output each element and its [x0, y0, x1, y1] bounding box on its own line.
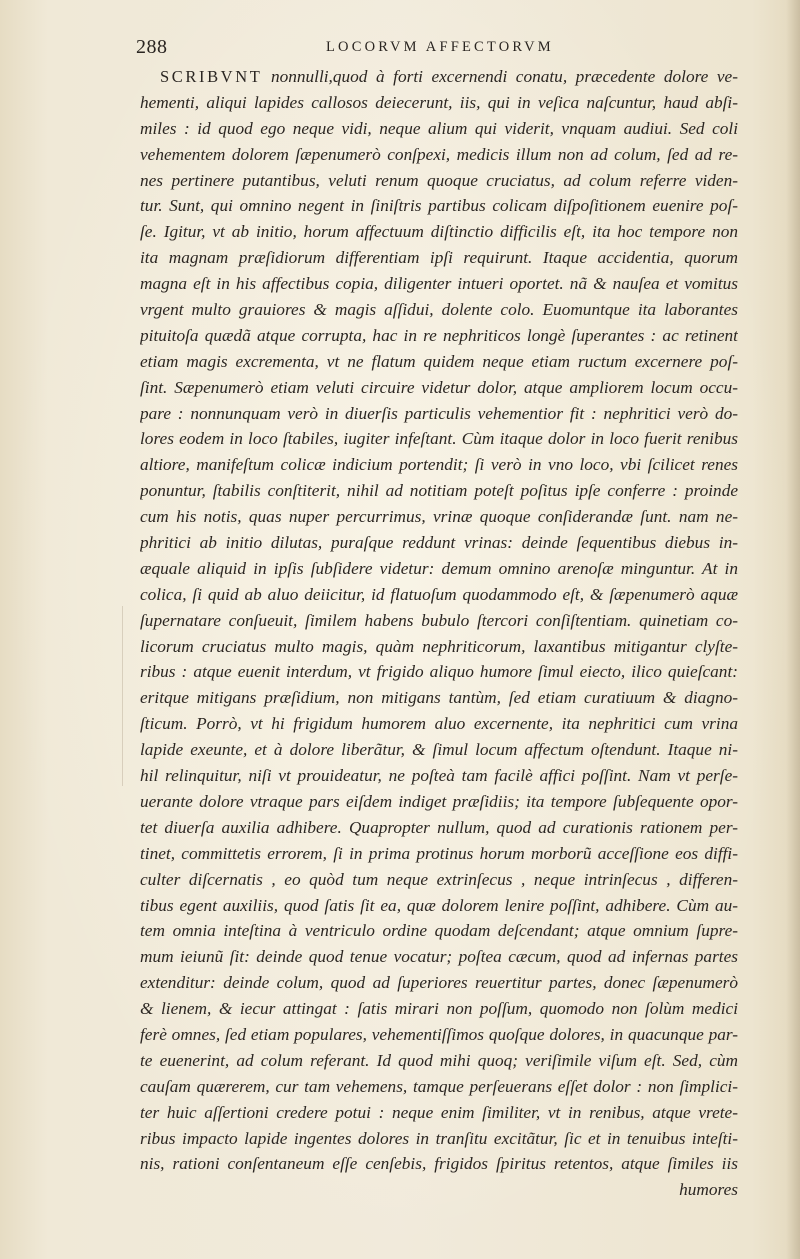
text-line: altiore, manifeſtum colicæ indicium portendit; ſi verò in vno loco, vbi ſcilicet renes [140, 455, 738, 475]
text-line [140, 64, 738, 90]
text-line: tur. Sunt, qui omnino negent in ſiniſtris partibus colicam diſpoſitionem euenire poſ- [140, 196, 738, 216]
text-line: ita magnam præſidiorum differentiam ipſi requirunt. Itaque accidentia, quorum [140, 248, 738, 268]
catchword: humores [679, 1180, 738, 1200]
text-line: te euenerint, ad colum referant. Id quod mihi quoq; veriſimile viſum eſt. Sed, cùm [140, 1050, 738, 1070]
text-line: extenditur: deinde colum, quod ad ſuperiores reuertitur partes, donec ſæpenumerò [140, 973, 738, 993]
text-line: pituitoſa quædã atque corrupta, hac in re nephriticos longè ſuperantes : ac retinent [140, 325, 738, 345]
text-line: ponuntur, ſtabilis conſtiterit, nihil ad notitiam poteſt poſitus ipſe conferre : proinde [140, 481, 738, 501]
text-line: phritici ab initio dilutas, puraſque reddunt vrinas: deinde ſequentibus diebus in- [140, 533, 738, 553]
text-line-content: nonnulli,quod à forti excernendi conatu, præcedente dolore ve- [262, 67, 738, 86]
text-line: ribus : atque euenit interdum, vt frigido aliquo humore ſimul eiecto, ilico quieſcant: [140, 662, 738, 682]
text-line: vehementem dolorem ſæpenumerò conſpexi, medicis illum non ad colum, ſed ad re- [140, 144, 738, 164]
text-line: pare : nonnunquam verò in diuerſis particulis vehementior fit : nephritici verò do- [140, 403, 738, 423]
text-line: tet diuerſa auxilia adhibere. Quapropter nullum, quod ad curationis rationem per- [140, 817, 738, 837]
text-line: hil relinquitur, niſi vt prouideatur, ne poſteà tam facilè affici poſſint. Nam vt perſe- [140, 766, 738, 786]
text-line: ſupernatare conſueuit, ſimilem habens bubulo ſtercori conſiſtentiam. quinetiam co- [140, 610, 738, 630]
text-line: culter diſcernatis , eo quòd tum neque extrinſecus , neque intrinſecus , differen- [140, 869, 738, 889]
text-line: colica, ſi quid ab aluo deiicitur, id flatuoſum quodammodo eſt, & ſæpenumerò aquæ [140, 584, 738, 604]
text-line: ſint. Sæpenumerò etiam veluti circuire videtur dolor, atque ampliorem locum occu- [140, 377, 738, 397]
text-line: ſe. Igitur, vt ab initio, horum affectuum diſtinctio difficilis eſt, ita hoc tempore non [140, 222, 738, 242]
text-line: & lienem, & iecur attingat : ſatis mirari non poſſum, quomodo non ſolùm medici [140, 999, 738, 1019]
text-line: æquale aliquid in ipſis ſubſidere videtur: demum omnino arenoſæ minguntur. At in [140, 558, 738, 578]
text-line: vrgent multo grauiores & magis aſſidui, dolente colo. Euomuntque ita laborantes [140, 300, 738, 320]
page-number: 288 [136, 36, 168, 58]
text-line: ferè omnes, ſed etiam populares, vehementiſſimos quoſque dolores, in quacunque par- [140, 1024, 738, 1044]
running-title: LOCORVM AFFECTORVM [326, 39, 554, 55]
text-line: lapide exeunte, et à dolore liberãtur, & ſimul locum affectum oſtendunt. Itaque ni- [140, 740, 738, 760]
text-line: licorum cruciatus multo magis, quàm nephriticorum, laxantibus mitigantur clyſte- [140, 636, 738, 656]
text-line: cum his notis, quas nuper percurrimus, vrinæ quoque conſiderandæ ſunt. nam ne- [140, 507, 738, 527]
page-edge-shadow [786, 0, 800, 1259]
text-line: tibus egent auxiliis, quod ſatis ſit ea, quæ dolorem lenire poſſint, adhibere. Cùm au- [140, 895, 738, 915]
text-line: nes pertinere putantibus, veluti renum quoque cruciatus, ad colum referre viden- [140, 170, 738, 190]
text-line: miles : id quod ego neque vidi, neque alium qui viderit, vnquam audiui. Sed coli [140, 118, 738, 138]
text-line: tinet, committetis errorem, ſi in prima protinus horum morborũ acceſſione eos diffi- [140, 843, 738, 863]
text-line: magna eſt in his affectibus copia, diligenter intueri oportet. nã & nauſea et vomitus [140, 274, 738, 294]
text-line: etiam magis excrementa, vt ne flatum quidem neque etiam ructum excernere poſ- [140, 351, 738, 371]
text-line: eritque mitigans præſidium, non mitigans tantùm, ſed etiam curatiuum & diagno- [140, 688, 738, 708]
text-line: nis, rationi conſentaneum eſſe cenſebis, frigidos ſpiritus retentos, atque ſimiles iis [140, 1154, 738, 1174]
text-line: mum ieiunũ ſit: deinde quod tenue vocatur; poſtea cæcum, quod ad infernas partes [140, 947, 738, 967]
margin-mark [122, 606, 126, 786]
text-line: uerante dolore vtraque pars eiſdem indiget præſidiis; ita tempore ſubſequente opor- [140, 791, 738, 811]
opening-word: SCRIBVNT [160, 67, 263, 86]
text-line: hementi, aliqui lapides callosos deiecerunt, iis, qui in veſica naſcuntur, haud abſi- [140, 92, 738, 112]
text-line: lores eodem in loco ſtabiles, iugiter infeſtant. Cùm itaque dolor in loco fuerit renibus [140, 429, 738, 449]
text-line: ſticum. Porrò, vt hi frigidum humorem aluo excernente, ita nephritici cum vrina [140, 714, 738, 734]
text-line: ter huic aſſertioni credere potui : neque enim ſimiliter, vt in renibus, atque vrete- [140, 1102, 738, 1122]
text-line: tem omnia inteſtina à ventriculo ordine quodam deſcendant; atque omnium ſupre- [140, 921, 738, 941]
text-line: ribus impacto lapide ingentes dolores in tranſitu excitãtur, ſic et in tenuibus inteſti- [140, 1128, 738, 1148]
text-line: cauſam quærerem, cur tam vehemens, tamque perſeuerans eſſet dolor : non ſimplici- [140, 1076, 738, 1096]
page-header [136, 36, 736, 64]
body-text [140, 64, 738, 1203]
